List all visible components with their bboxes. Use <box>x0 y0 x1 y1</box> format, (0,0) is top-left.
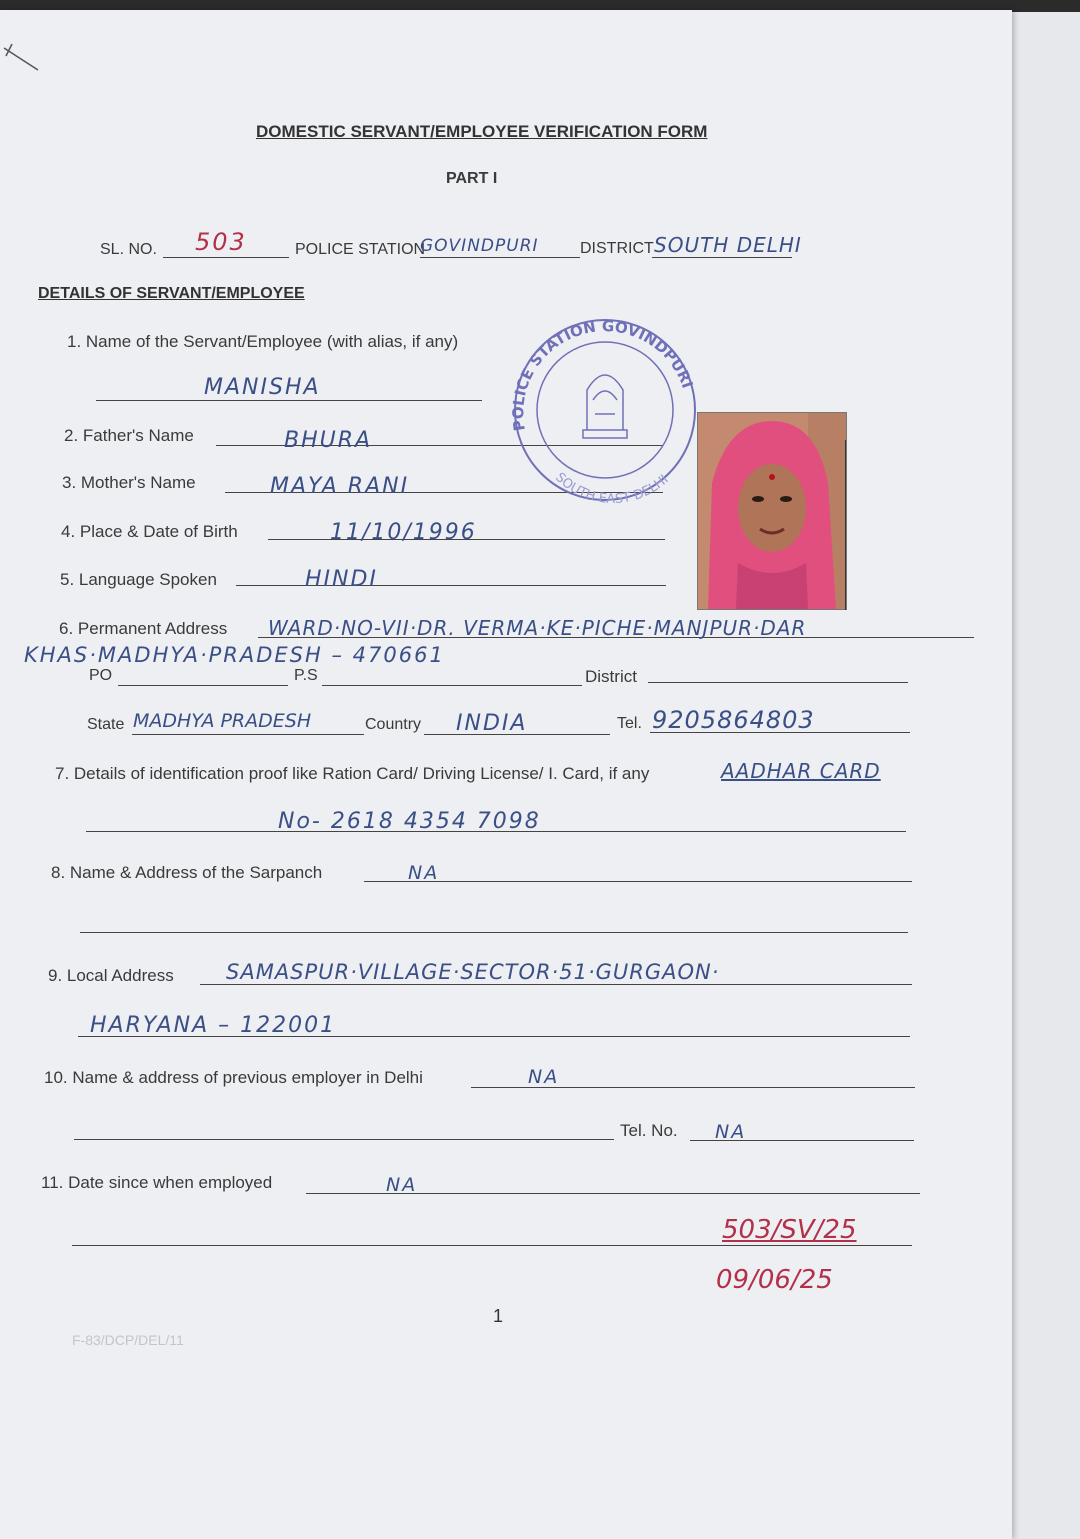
mother-value: MAYA RANI <box>270 474 410 499</box>
police-station-label: POLICE STATION <box>295 241 426 258</box>
sarpanch-value: NA <box>408 862 440 884</box>
country-value: INDIA <box>456 711 528 736</box>
state-label: State <box>87 716 125 733</box>
address-value-line2: KHAS·MADHYA·PRADESH – 470661 <box>24 643 445 667</box>
local-value-line2: HARYANA – 122001 <box>90 1013 337 1038</box>
name-value: MANISHA <box>204 375 321 400</box>
state-line <box>132 734 364 735</box>
id-label: 7. Details of identification proof like Ration Card/ Driving License/ I. Card, if any <box>55 764 650 783</box>
address-value-line1: WARD·NO-VII·DR. VERMA·KE·PICHE·MANJPUR·DAR <box>268 616 807 640</box>
tel-value: 9205864803 <box>652 706 815 734</box>
father-label: 2. Father's Name <box>64 426 194 445</box>
local-label: 9. Local Address <box>48 966 174 985</box>
district-line <box>652 257 792 258</box>
employee-photo <box>697 412 847 610</box>
sarpanch-line-2 <box>80 932 908 933</box>
svg-text:SOUTH EAST DELHI <box>552 470 671 505</box>
name-line <box>96 400 482 401</box>
photo-frame-edge <box>845 440 852 610</box>
sl-no-label: SL. NO. <box>100 241 157 258</box>
annotation-ref: 503/SV/25 <box>722 1215 857 1245</box>
name-label: 1. Name of the Servant/Employee (with alias, if any) <box>67 332 459 351</box>
form-title: DOMESTIC SERVANT/EMPLOYEE VERIFICATION FORM <box>256 122 708 141</box>
prev-employer-value: NA <box>528 1066 560 1088</box>
po-line <box>118 685 288 686</box>
ps-line <box>322 685 582 686</box>
dob-label: 4. Place & Date of Birth <box>61 522 238 541</box>
sarpanch-line <box>364 881 912 882</box>
district-label: DISTRICT <box>580 240 654 257</box>
po-label: PO <box>89 667 113 684</box>
country-label: Country <box>365 716 422 733</box>
tel-label: Tel. <box>617 715 642 732</box>
prev-tel-label: Tel. No. <box>620 1121 678 1140</box>
prev-tel-value: NA <box>715 1121 747 1143</box>
form-page <box>0 10 1012 1539</box>
district-field-line <box>648 682 908 683</box>
police-station-stamp <box>503 310 708 505</box>
prev-employer-label: 10. Name & address of previous employer in Delhi <box>44 1068 423 1087</box>
sarpanch-label: 8. Name & Address of the Sarpanch <box>51 863 323 882</box>
prev-employer-line-2 <box>74 1139 614 1140</box>
language-label: 5. Language Spoken <box>60 570 217 589</box>
stamp-bottom-text: SOUTH EAST DELHI <box>552 470 672 505</box>
address-label: 6. Permanent Address <box>59 619 228 638</box>
district-value: SOUTH DELHI <box>654 233 802 257</box>
id-number-value: No- 2618 4354 7098 <box>278 809 541 834</box>
state-value: MADHYA PRADESH <box>133 710 312 732</box>
id-type-value: AADHAR CARD <box>721 759 881 783</box>
police-station-value: GOVINDPURI <box>420 236 539 256</box>
page-number: 1 <box>493 1306 504 1326</box>
emblem-icon <box>583 375 627 438</box>
employed-value: NA <box>386 1174 418 1196</box>
annotation-date: 09/06/25 <box>716 1265 833 1295</box>
pen-mark-icon <box>0 40 50 80</box>
stamp-top-text: POLICE STATION GOVINDPURI <box>509 317 697 433</box>
language-line <box>236 585 666 586</box>
employed-label: 11. Date since when employed <box>41 1173 273 1192</box>
sl-no-value: 503 <box>195 228 247 256</box>
sl-no-line <box>163 257 289 258</box>
section-heading: DETAILS OF SERVANT/EMPLOYEE <box>38 285 305 302</box>
local-line <box>200 984 912 985</box>
local-value-line1: SAMASPUR·VILLAGE·SECTOR·51·GURGAON· <box>226 960 720 984</box>
police-station-line <box>420 257 580 258</box>
mother-label: 3. Mother's Name <box>62 473 196 492</box>
ps-label: P.S <box>294 667 318 684</box>
employed-line-2 <box>72 1245 912 1246</box>
district-field-label: District <box>585 667 637 686</box>
language-value: HINDI <box>305 567 378 592</box>
form-part: PART I <box>446 170 498 187</box>
dob-value: 11/10/1996 <box>330 520 477 545</box>
father-value: BHURA <box>284 428 373 453</box>
form-code: F-83/DCP/DEL/11 <box>72 1332 184 1348</box>
